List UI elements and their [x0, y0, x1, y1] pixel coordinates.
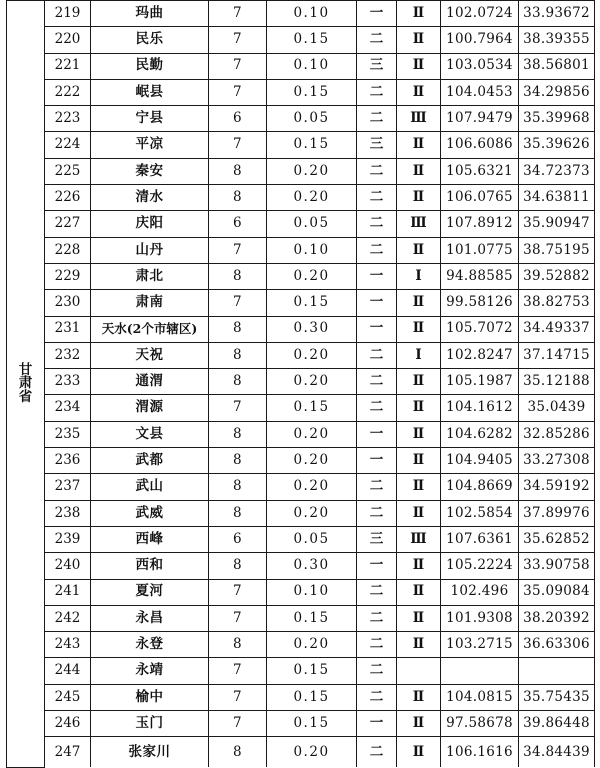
row-number-cell: 221 [45, 53, 91, 79]
design-group-cell: 二 [357, 500, 397, 526]
table-body [7, 1, 595, 768]
peak-acceleration-cell: 0.20 [267, 185, 357, 211]
seismic-intensity-cell: 7 [209, 579, 267, 605]
county-name-cell: 武都 [91, 448, 209, 474]
county-name-cell: 渭源 [91, 395, 209, 421]
table-row [7, 290, 595, 316]
latitude-cell: 39.86448 [519, 711, 595, 737]
row-number-cell: 234 [45, 395, 91, 421]
table-row [7, 79, 595, 105]
county-name-cell: 武威 [91, 500, 209, 526]
peak-acceleration-cell: 0.05 [267, 526, 357, 552]
longitude-cell [441, 658, 519, 684]
longitude-cell: 94.88585 [441, 263, 519, 289]
table-row [7, 553, 595, 579]
county-name-cell: 天祝 [91, 342, 209, 368]
longitude-cell: 107.6361 [441, 526, 519, 552]
table-row [7, 342, 595, 368]
longitude-cell: 103.0534 [441, 53, 519, 79]
seismic-intensity-cell: 7 [209, 27, 267, 53]
peak-acceleration-cell: 0.10 [267, 579, 357, 605]
row-number-cell: 239 [45, 526, 91, 552]
latitude-cell: 33.93672 [519, 1, 595, 27]
county-name-cell: 夏河 [91, 579, 209, 605]
longitude-cell: 102.8247 [441, 342, 519, 368]
longitude-cell: 101.0775 [441, 237, 519, 263]
table-row [7, 421, 595, 447]
latitude-cell: 34.84439 [519, 737, 595, 768]
seismic-intensity-cell: 8 [209, 737, 267, 768]
site-class-cell: Ⅱ [397, 132, 441, 158]
design-group-cell: 一 [357, 711, 397, 737]
table-row [7, 605, 595, 631]
peak-acceleration-cell: 0.20 [267, 158, 357, 184]
design-group-cell: 二 [357, 632, 397, 658]
latitude-cell: 34.72373 [519, 158, 595, 184]
longitude-cell: 99.58126 [441, 290, 519, 316]
table-row [7, 158, 595, 184]
county-name-cell: 玉门 [91, 711, 209, 737]
seismic-intensity-cell: 8 [209, 421, 267, 447]
table-row [7, 263, 595, 289]
table-row [7, 684, 595, 710]
seismic-intensity-cell: 8 [209, 342, 267, 368]
longitude-cell: 104.1612 [441, 395, 519, 421]
peak-acceleration-cell: 0.20 [267, 263, 357, 289]
site-class-cell: Ⅱ [397, 553, 441, 579]
design-group-cell: 二 [357, 27, 397, 53]
latitude-cell: 38.82753 [519, 290, 595, 316]
latitude-cell: 38.39355 [519, 27, 595, 53]
design-group-cell: 二 [357, 474, 397, 500]
site-class-cell: Ⅱ [397, 185, 441, 211]
site-class-cell [397, 658, 441, 684]
longitude-cell: 105.7072 [441, 316, 519, 342]
seismic-intensity-cell: 7 [209, 53, 267, 79]
site-class-cell: Ⅲ [397, 106, 441, 132]
row-number-cell: 224 [45, 132, 91, 158]
site-class-cell: Ⅱ [397, 395, 441, 421]
latitude-cell: 35.62852 [519, 526, 595, 552]
row-number-cell: 220 [45, 27, 91, 53]
row-number-cell: 247 [45, 737, 91, 768]
latitude-cell: 36.63306 [519, 632, 595, 658]
peak-acceleration-cell: 0.05 [267, 106, 357, 132]
table-row [7, 579, 595, 605]
longitude-cell: 104.6282 [441, 421, 519, 447]
design-group-cell: 二 [357, 79, 397, 105]
latitude-cell: 35.39968 [519, 106, 595, 132]
county-name-cell: 武山 [91, 474, 209, 500]
seismic-intensity-cell: 6 [209, 211, 267, 237]
longitude-cell: 104.0453 [441, 79, 519, 105]
row-number-cell: 236 [45, 448, 91, 474]
county-name-cell: 文县 [91, 421, 209, 447]
row-number-cell: 235 [45, 421, 91, 447]
peak-acceleration-cell: 0.20 [267, 448, 357, 474]
table-row [7, 53, 595, 79]
row-number-cell: 222 [45, 79, 91, 105]
table-row [7, 369, 595, 395]
site-class-cell: Ⅱ [397, 53, 441, 79]
table-row [7, 711, 595, 737]
table-row [7, 27, 595, 53]
row-number-cell: 226 [45, 185, 91, 211]
row-number-cell: 223 [45, 106, 91, 132]
county-name-cell: 永登 [91, 632, 209, 658]
peak-acceleration-cell: 0.20 [267, 737, 357, 768]
seismic-intensity-cell: 8 [209, 369, 267, 395]
longitude-cell: 107.9479 [441, 106, 519, 132]
longitude-cell: 107.8912 [441, 211, 519, 237]
seismic-intensity-cell: 8 [209, 158, 267, 184]
design-group-cell: 二 [357, 211, 397, 237]
county-name-cell: 西和 [91, 553, 209, 579]
row-number-cell: 237 [45, 474, 91, 500]
table-row [7, 526, 595, 552]
design-group-cell: 二 [357, 237, 397, 263]
design-group-cell: 三 [357, 526, 397, 552]
seismic-intensity-cell: 7 [209, 79, 267, 105]
design-group-cell: 一 [357, 263, 397, 289]
latitude-cell: 37.14715 [519, 342, 595, 368]
site-class-cell: Ⅱ [397, 27, 441, 53]
seismic-intensity-cell: 8 [209, 500, 267, 526]
peak-acceleration-cell: 0.15 [267, 290, 357, 316]
county-name-cell: 民勤 [91, 53, 209, 79]
seismic-intensity-cell: 8 [209, 553, 267, 579]
longitude-cell: 104.9405 [441, 448, 519, 474]
design-group-cell: 二 [357, 658, 397, 684]
latitude-cell: 34.63811 [519, 185, 595, 211]
county-name-cell: 永昌 [91, 605, 209, 631]
county-name-cell: 清水 [91, 185, 209, 211]
design-group-cell: 一 [357, 316, 397, 342]
seismic-intensity-cell: 7 [209, 605, 267, 631]
longitude-cell: 106.6086 [441, 132, 519, 158]
table-row [7, 237, 595, 263]
row-number-cell: 242 [45, 605, 91, 631]
seismic-intensity-cell: 8 [209, 263, 267, 289]
site-class-cell: Ⅱ [397, 79, 441, 105]
latitude-cell: 37.89976 [519, 500, 595, 526]
peak-acceleration-cell: 0.15 [267, 132, 357, 158]
row-number-cell: 219 [45, 1, 91, 27]
peak-acceleration-cell: 0.10 [267, 53, 357, 79]
row-number-cell: 231 [45, 316, 91, 342]
peak-acceleration-cell: 0.20 [267, 474, 357, 500]
latitude-cell: 32.85286 [519, 421, 595, 447]
longitude-cell: 102.496 [441, 579, 519, 605]
site-class-cell: Ⅰ [397, 263, 441, 289]
seismic-intensity-cell: 7 [209, 711, 267, 737]
county-name-cell: 岷县 [91, 79, 209, 105]
longitude-cell: 105.1987 [441, 369, 519, 395]
peak-acceleration-cell: 0.30 [267, 316, 357, 342]
table-row [7, 658, 595, 684]
county-name-cell: 榆中 [91, 684, 209, 710]
site-class-cell: Ⅱ [397, 684, 441, 710]
longitude-cell: 100.7964 [441, 27, 519, 53]
seismic-intensity-cell: 8 [209, 448, 267, 474]
latitude-cell: 35.39626 [519, 132, 595, 158]
latitude-cell: 35.90947 [519, 211, 595, 237]
site-class-cell: Ⅱ [397, 711, 441, 737]
latitude-cell: 38.75195 [519, 237, 595, 263]
table-row [7, 185, 595, 211]
design-group-cell: 二 [357, 106, 397, 132]
site-class-cell: Ⅲ [397, 526, 441, 552]
site-class-cell: Ⅱ [397, 369, 441, 395]
seismic-parameter-table [6, 0, 595, 768]
table-row [7, 448, 595, 474]
row-number-cell: 246 [45, 711, 91, 737]
design-group-cell: 二 [357, 605, 397, 631]
design-group-cell: 二 [357, 395, 397, 421]
peak-acceleration-cell: 0.15 [267, 711, 357, 737]
site-class-cell: Ⅱ [397, 290, 441, 316]
peak-acceleration-cell: 0.30 [267, 553, 357, 579]
county-name-cell: 永靖 [91, 658, 209, 684]
county-name-cell: 庆阳 [91, 211, 209, 237]
row-number-cell: 233 [45, 369, 91, 395]
latitude-cell: 33.27308 [519, 448, 595, 474]
design-group-cell: 二 [357, 342, 397, 368]
latitude-cell: 35.75435 [519, 684, 595, 710]
site-class-cell: Ⅱ [397, 316, 441, 342]
design-group-cell: 二 [357, 579, 397, 605]
county-name-cell: 平凉 [91, 132, 209, 158]
peak-acceleration-cell: 0.15 [267, 79, 357, 105]
row-number-cell: 230 [45, 290, 91, 316]
peak-acceleration-cell: 0.15 [267, 395, 357, 421]
latitude-cell: 35.12188 [519, 369, 595, 395]
county-name-cell: 张家川 [91, 737, 209, 768]
seismic-intensity-cell: 8 [209, 316, 267, 342]
design-group-cell: 一 [357, 290, 397, 316]
county-name-cell: 通渭 [91, 369, 209, 395]
peak-acceleration-cell: 0.20 [267, 632, 357, 658]
table-row [7, 316, 595, 342]
seismic-intensity-cell: 8 [209, 474, 267, 500]
table-row [7, 211, 595, 237]
county-name-cell: 天水(2个市辖区) [91, 316, 209, 342]
peak-acceleration-cell: 0.20 [267, 369, 357, 395]
site-class-cell: Ⅱ [397, 474, 441, 500]
peak-acceleration-cell: 0.10 [267, 1, 357, 27]
longitude-cell: 103.2715 [441, 632, 519, 658]
design-group-cell: 二 [357, 684, 397, 710]
design-group-cell: 二 [357, 737, 397, 768]
longitude-cell: 102.0724 [441, 1, 519, 27]
row-number-cell: 228 [45, 237, 91, 263]
seismic-intensity-cell: 6 [209, 106, 267, 132]
seismic-intensity-cell: 7 [209, 1, 267, 27]
longitude-cell: 105.2224 [441, 553, 519, 579]
table-row [7, 474, 595, 500]
design-group-cell: 三 [357, 132, 397, 158]
peak-acceleration-cell: 0.10 [267, 237, 357, 263]
peak-acceleration-cell: 0.15 [267, 658, 357, 684]
table-row [7, 1, 595, 27]
seismic-intensity-cell: 7 [209, 658, 267, 684]
site-class-cell: Ⅱ [397, 579, 441, 605]
county-name-cell: 宁县 [91, 106, 209, 132]
design-group-cell: 二 [357, 369, 397, 395]
table-row [7, 106, 595, 132]
county-name-cell: 西峰 [91, 526, 209, 552]
peak-acceleration-cell: 0.15 [267, 27, 357, 53]
row-number-cell: 229 [45, 263, 91, 289]
peak-acceleration-cell: 0.05 [267, 211, 357, 237]
county-name-cell: 玛曲 [91, 1, 209, 27]
design-group-cell: 一 [357, 421, 397, 447]
row-number-cell: 227 [45, 211, 91, 237]
seismic-intensity-cell: 7 [209, 684, 267, 710]
latitude-cell: 38.20392 [519, 605, 595, 631]
site-class-cell: Ⅱ [397, 448, 441, 474]
design-group-cell: 二 [357, 158, 397, 184]
county-name-cell: 山丹 [91, 237, 209, 263]
latitude-cell: 34.49337 [519, 316, 595, 342]
site-class-cell: Ⅱ [397, 500, 441, 526]
longitude-cell: 102.5854 [441, 500, 519, 526]
table-row [7, 632, 595, 658]
row-number-cell: 232 [45, 342, 91, 368]
site-class-cell: Ⅱ [397, 421, 441, 447]
seismic-intensity-cell: 8 [209, 632, 267, 658]
design-group-cell: 二 [357, 185, 397, 211]
longitude-cell: 105.6321 [441, 158, 519, 184]
site-class-cell: Ⅱ [397, 632, 441, 658]
latitude-cell [519, 658, 595, 684]
peak-acceleration-cell: 0.20 [267, 500, 357, 526]
design-group-cell: 一 [357, 553, 397, 579]
longitude-cell: 106.0765 [441, 185, 519, 211]
site-class-cell: Ⅲ [397, 211, 441, 237]
site-class-cell: Ⅱ [397, 1, 441, 27]
table-row [7, 737, 595, 768]
site-class-cell: Ⅰ [397, 342, 441, 368]
site-class-cell: Ⅱ [397, 237, 441, 263]
longitude-cell: 104.0815 [441, 684, 519, 710]
longitude-cell: 104.8669 [441, 474, 519, 500]
longitude-cell: 101.9308 [441, 605, 519, 631]
design-group-cell: 三 [357, 53, 397, 79]
latitude-cell: 33.90758 [519, 553, 595, 579]
row-number-cell: 240 [45, 553, 91, 579]
row-number-cell: 244 [45, 658, 91, 684]
seismic-intensity-cell: 7 [209, 132, 267, 158]
county-name-cell: 秦安 [91, 158, 209, 184]
row-number-cell: 241 [45, 579, 91, 605]
table-row [7, 395, 595, 421]
row-number-cell: 225 [45, 158, 91, 184]
latitude-cell: 35.09084 [519, 579, 595, 605]
seismic-intensity-cell: 7 [209, 290, 267, 316]
latitude-cell: 38.56801 [519, 53, 595, 79]
province-label [7, 1, 45, 768]
latitude-cell: 35.0439 [519, 395, 595, 421]
seismic-intensity-cell: 7 [209, 237, 267, 263]
seismic-intensity-cell: 8 [209, 185, 267, 211]
design-group-cell: 一 [357, 1, 397, 27]
site-class-cell: Ⅱ [397, 158, 441, 184]
peak-acceleration-cell: 0.20 [267, 342, 357, 368]
seismic-intensity-cell: 7 [209, 395, 267, 421]
seismic-intensity-cell: 6 [209, 526, 267, 552]
county-name-cell: 民乐 [91, 27, 209, 53]
latitude-cell: 34.59192 [519, 474, 595, 500]
site-class-cell: Ⅱ [397, 605, 441, 631]
design-group-cell: 一 [357, 448, 397, 474]
site-class-cell: Ⅱ [397, 737, 441, 768]
longitude-cell: 106.1616 [441, 737, 519, 768]
longitude-cell: 97.58678 [441, 711, 519, 737]
row-number-cell: 245 [45, 684, 91, 710]
table-row [7, 500, 595, 526]
county-name-cell: 肃南 [91, 290, 209, 316]
province-label-text: 甘肃省 [18, 361, 33, 405]
peak-acceleration-cell: 0.20 [267, 421, 357, 447]
peak-acceleration-cell: 0.15 [267, 684, 357, 710]
county-name-cell: 肃北 [91, 263, 209, 289]
peak-acceleration-cell: 0.15 [267, 605, 357, 631]
latitude-cell: 39.52882 [519, 263, 595, 289]
latitude-cell: 34.29856 [519, 79, 595, 105]
row-number-cell: 238 [45, 500, 91, 526]
row-number-cell: 243 [45, 632, 91, 658]
table-row [7, 132, 595, 158]
